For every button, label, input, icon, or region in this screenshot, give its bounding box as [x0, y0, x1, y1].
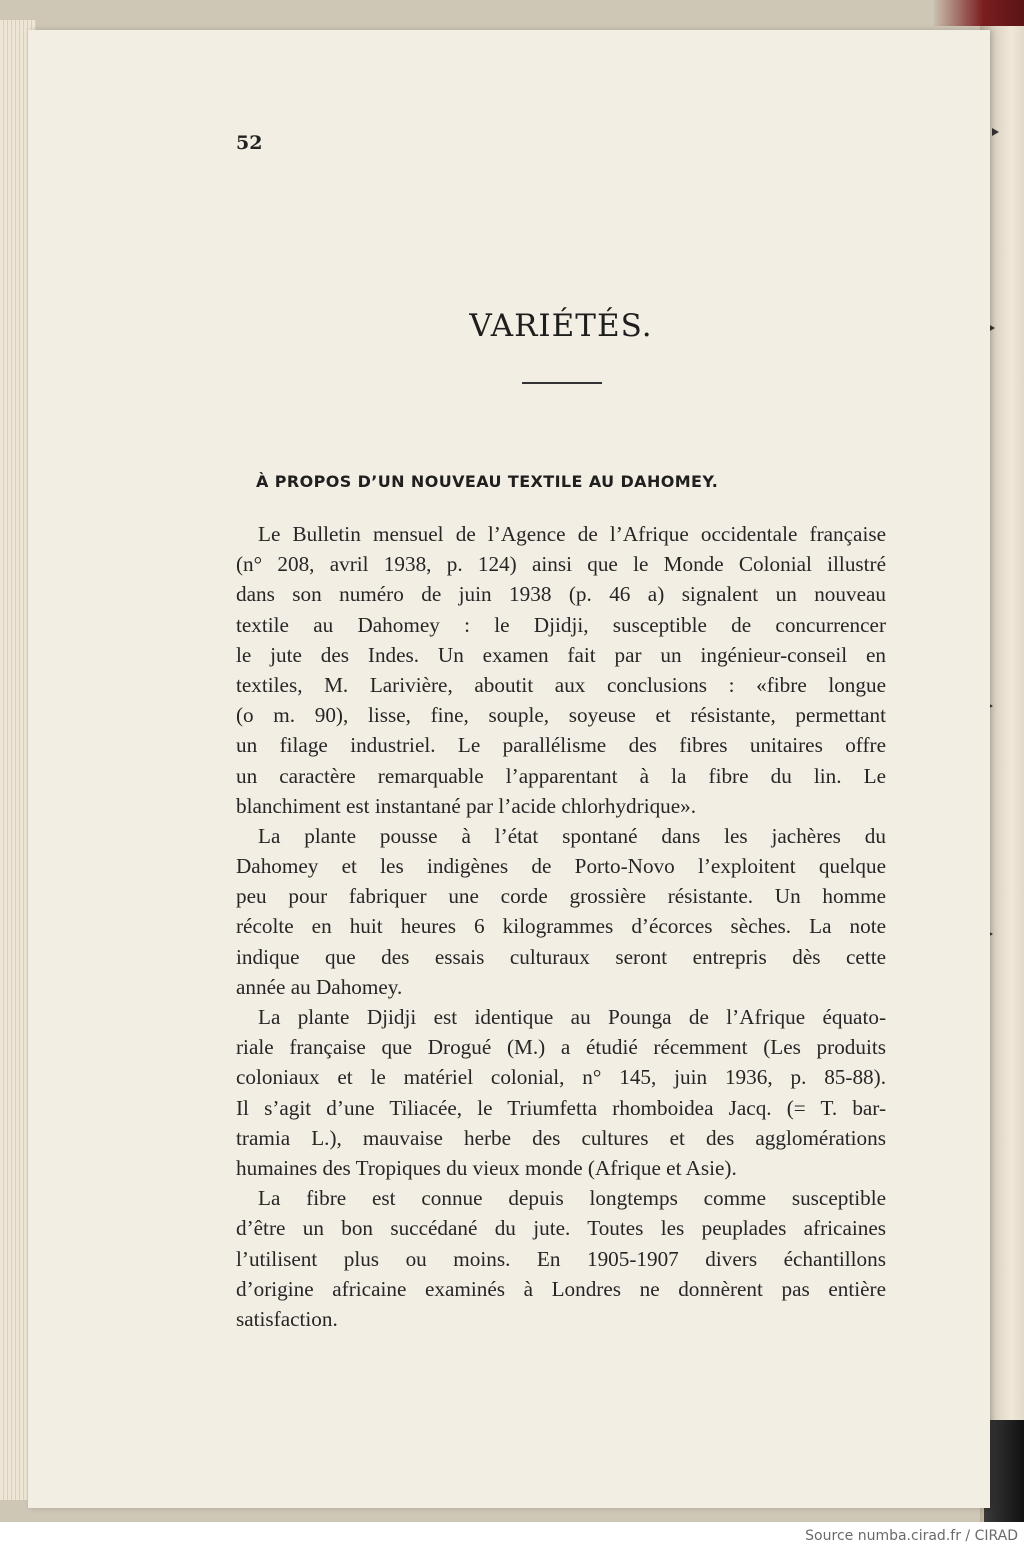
body-line: Le Bulletin mensuel de l’Agence de l’Afrique occidentale française [258, 522, 886, 546]
body-line: textiles, M. Larivière, aboutit aux conclusions : «fibre longue [236, 672, 886, 697]
body-line: humaines des Tropiques du vieux monde (Afrique et Asie). [236, 1155, 737, 1180]
article-heading: À PROPOS D’UN NOUVEAU TEXTILE AU DAHOMEY. [256, 472, 719, 491]
section-title: VARIÉTÉS. [469, 308, 653, 344]
body-line: coloniaux et le matériel colonial, n° 145, juin 1936, p. 85-88). [236, 1065, 886, 1090]
body-line: d’être un bon succédané du jute. Toutes les peuplades africaines [236, 1216, 886, 1241]
body-line: riale française que Drogué (M.) a étudié récemment (Les produits [236, 1035, 886, 1060]
body-line: un caractère remarquable l’apparentant à la fibre du lin. Le [236, 763, 886, 788]
body-line: La fibre est connue depuis longtemps comme susceptible [258, 1186, 886, 1211]
book-cover-corner [934, 0, 1024, 26]
book-cover-bottom [984, 1420, 1024, 1522]
body-line: La plante pousse à l’état spontané dans les jachères du [258, 823, 886, 848]
body-line: Il s’agit d’une Tiliacée, le Triumfetta rhomboidea Jacq. (= T. bar- [236, 1095, 886, 1120]
body-line: (o m. 90), lisse, fine, souple, soyeuse et résistante, permettant [236, 703, 886, 728]
body-line: l’utilisent plus ou moins. En 1905-1907 divers échantillons [236, 1246, 886, 1271]
body-line: tramia L.), mauvaise herbe des cultures et des agglomérations [236, 1125, 886, 1150]
article-body [236, 519, 886, 1334]
body-line: satisfaction. [236, 1306, 338, 1331]
body-line: Dahomey et les indigènes de Porto-Novo l’exploitent quelque [236, 854, 886, 879]
body-line: année au Dahomey. [236, 974, 403, 999]
page-number: 52 [236, 132, 263, 154]
body-line: dans son numéro de juin 1938 (p. 46 a) signalent un nouveau [236, 582, 886, 607]
body-line: textile au Dahomey : le Djidji, susceptible de concurrencer [236, 612, 886, 637]
body-line: (n° 208, avril 1938, p. 124) ainsi que le Monde Colonial illustré [236, 552, 886, 577]
source-credit: Source numba.cirad.fr / CIRAD [805, 1528, 1018, 1544]
body-line: indique que des essais culturaux seront entrepris dès cette [236, 944, 886, 969]
body-line: blanchiment est instantané par l’acide chlorhydrique». [236, 793, 697, 818]
body-line: récolte en huit heures 6 kilogrammes d’écorces sèches. La note [236, 914, 886, 939]
body-line: La plante Djidji est identique au Pounga de l’Afrique équato- [258, 1005, 886, 1029]
title-rule [522, 382, 602, 384]
body-line: peu pour fabriquer une corde grossière résistante. Un homme [236, 884, 886, 909]
body-line: le jute des Indes. Un examen fait par un ingénieur-conseil en [236, 642, 886, 667]
body-line: d’origine africaine examinés à Londres ne donnèrent pas entière [236, 1276, 886, 1301]
page-edge-mark-icon [992, 128, 999, 136]
body-line: un filage industriel. Le parallélisme des fibres unitaires offre [236, 733, 886, 758]
